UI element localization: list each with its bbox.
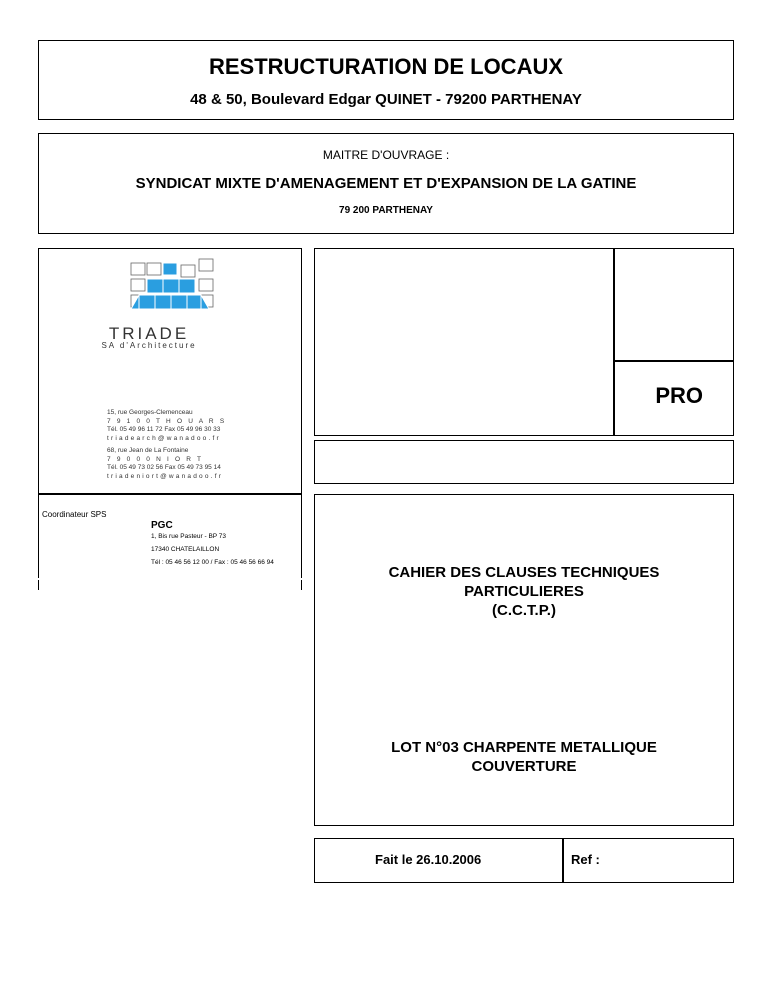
- office-street: 68, rue Jean de La Fontaine: [107, 447, 189, 454]
- project-address: 48 & 50, Boulevard Edgar QUINET - 79200 PARTHENAY: [190, 91, 582, 108]
- client-name: SYNDICAT MIXTE D'AMENAGEMENT ET D'EXPANSION DE LA GATINE: [135, 175, 637, 192]
- office-city: 7 9 1 0 0 T H O U A R S: [107, 417, 227, 425]
- blank-strip: [314, 440, 734, 484]
- office-niort: [107, 447, 223, 481]
- date-label: Fait le 26.10.2006: [375, 852, 482, 867]
- office-phone: Tél. 05 49 96 11 72 Fax 05 49 96 30 33: [107, 426, 221, 433]
- blank-cell: [613, 248, 734, 362]
- cctp-title-line: CAHIER DES CLAUSES TECHNIQUES: [388, 564, 660, 581]
- sps-label: Coordinateur SPS: [42, 510, 107, 519]
- ref-label: Ref :: [571, 852, 600, 867]
- cctp-title: [315, 563, 733, 620]
- office-email: triadearch@wanadoo.fr: [107, 434, 221, 442]
- title-block: [38, 40, 734, 120]
- office-city: 7 9 0 0 0 N I O R T: [107, 455, 204, 463]
- blank-cell: [314, 248, 615, 436]
- lot-title-line: LOT N°03 CHARPENTE METALLIQUE: [391, 739, 657, 756]
- ref-block: [562, 838, 734, 883]
- document-title: RESTRUCTURATION DE LOCAUX: [208, 54, 564, 79]
- phase-block: [613, 360, 734, 436]
- logo-name: TRIADE: [108, 324, 190, 343]
- logo-subtitle: SA d'Architecture: [101, 341, 197, 350]
- lot-title: [315, 738, 733, 776]
- office-street: 15, rue Georges-Clemenceau: [107, 409, 193, 416]
- office-phone: Tél. 05 49 73 02 56 Fax 05 49 73 95 14: [107, 464, 221, 471]
- office-thouars: [107, 409, 226, 443]
- cctp-title-line: PARTICULIERES: [464, 583, 584, 600]
- triade-logo-icon: [129, 257, 221, 323]
- divider: [301, 580, 302, 590]
- sps-city: 17340 CHATELAILLON: [151, 546, 220, 553]
- divider: [38, 580, 39, 590]
- date-block: [314, 838, 564, 883]
- lot-title-line: COUVERTURE: [471, 758, 577, 775]
- phase-label: PRO: [655, 383, 703, 408]
- document-type-block: [314, 494, 734, 826]
- cctp-title-line: (C.C.T.P.): [492, 602, 556, 619]
- architect-block: [38, 248, 302, 494]
- sps-address: 1, Bis rue Pasteur - BP 73: [151, 533, 227, 540]
- client-city: 79 200 PARTHENAY: [339, 205, 433, 216]
- client-block: [38, 133, 734, 234]
- sps-phone: Tél : 05 46 56 12 00 / Fax : 05 46 56 66 94: [151, 559, 274, 566]
- client-label: MAITRE D'OUVRAGE :: [322, 148, 450, 162]
- sps-block: [38, 494, 302, 578]
- office-email: triadeniort@wanadoo.fr: [107, 472, 224, 480]
- sps-name: PGC: [151, 520, 173, 531]
